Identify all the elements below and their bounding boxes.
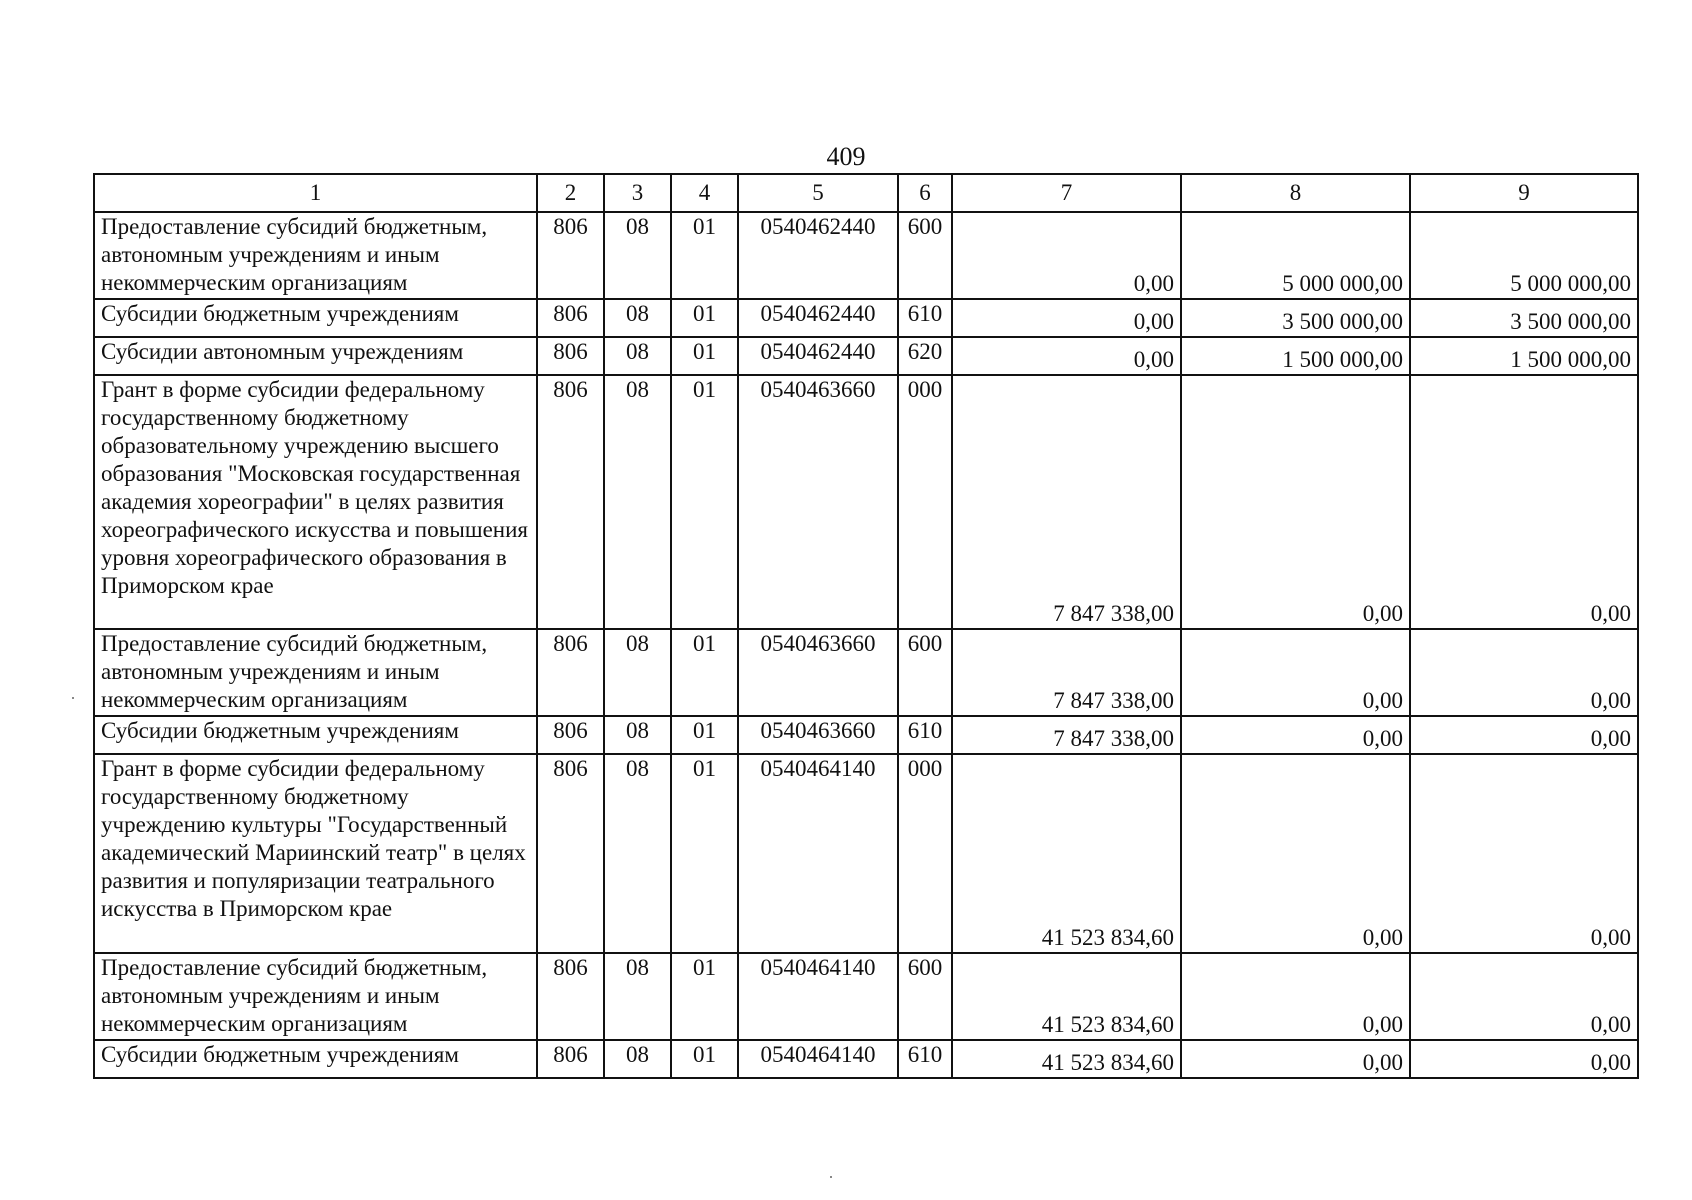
row-target-code: 0540464140 [738,754,898,953]
row-name: Предоставление субсидий бюджетным, автономным учреждениям и иным некоммерческим организациям [94,629,537,716]
table-row [94,375,1638,629]
row-amount-col7: 7 847 338,00 [952,629,1181,716]
row-target-code: 0540462440 [738,299,898,337]
row-section-code: 08 [604,754,671,953]
table-row [94,754,1638,953]
table-row [94,299,1638,337]
row-amount-col7: 0,00 [952,299,1181,337]
row-expense-type: 600 [898,953,952,1040]
header-col-6: 6 [898,174,952,212]
row-subsection-code: 01 [671,337,738,375]
table-row [94,953,1638,1040]
header-col-1: 1 [94,174,537,212]
row-amount-col9: 3 500 000,00 [1410,299,1638,337]
table-row [94,337,1638,375]
header-col-5: 5 [738,174,898,212]
header-col-3: 3 [604,174,671,212]
row-ministry-code: 806 [537,212,604,299]
row-subsection-code: 01 [671,754,738,953]
row-subsection-code: 01 [671,716,738,754]
row-amount-col8: 0,00 [1181,1040,1410,1078]
row-target-code: 0540463660 [738,716,898,754]
row-name: Предоставление субсидий бюджетным, автономным учреждениям и иным некоммерческим организациям [94,953,537,1040]
row-amount-col9: 5 000 000,00 [1410,212,1638,299]
row-amount-col8: 3 500 000,00 [1181,299,1410,337]
row-expense-type: 620 [898,337,952,375]
row-ministry-code: 806 [537,754,604,953]
row-name: Субсидии автономным учреждениям [94,337,537,375]
row-amount-col7: 0,00 [952,212,1181,299]
table-body [94,212,1638,1078]
budget-table [93,173,1639,1079]
row-expense-type: 000 [898,375,952,629]
row-amount-col9: 0,00 [1410,1040,1638,1078]
row-amount-col8: 5 000 000,00 [1181,212,1410,299]
row-amount-col8: 0,00 [1181,716,1410,754]
row-section-code: 08 [604,299,671,337]
row-amount-col9: 0,00 [1410,953,1638,1040]
row-amount-col9: 1 500 000,00 [1410,337,1638,375]
row-subsection-code: 01 [671,212,738,299]
row-name: Субсидии бюджетным учреждениям [94,716,537,754]
row-amount-col8: 0,00 [1181,754,1410,953]
row-section-code: 08 [604,629,671,716]
header-col-8: 8 [1181,174,1410,212]
row-subsection-code: 01 [671,629,738,716]
header-col-7: 7 [952,174,1181,212]
row-name: Субсидии бюджетным учреждениям [94,299,537,337]
row-ministry-code: 806 [537,337,604,375]
row-amount-col7: 41 523 834,60 [952,1040,1181,1078]
row-expense-type: 610 [898,1040,952,1078]
row-section-code: 08 [604,1040,671,1078]
row-expense-type: 610 [898,299,952,337]
row-amount-col9: 0,00 [1410,716,1638,754]
header-col-9: 9 [1410,174,1638,212]
row-target-code: 0540464140 [738,1040,898,1078]
row-amount-col7: 7 847 338,00 [952,375,1181,629]
row-amount-col7: 41 523 834,60 [952,754,1181,953]
page-number: 409 [826,142,866,171]
table-header [94,174,1638,212]
row-target-code: 0540464140 [738,953,898,1040]
row-amount-col9: 0,00 [1410,629,1638,716]
row-subsection-code: 01 [671,375,738,629]
row-section-code: 08 [604,212,671,299]
table-row [94,629,1638,716]
table-row [94,1040,1638,1078]
row-subsection-code: 01 [671,299,738,337]
header-col-2: 2 [537,174,604,212]
row-expense-type: 600 [898,629,952,716]
row-amount-col8: 0,00 [1181,629,1410,716]
row-expense-type: 000 [898,754,952,953]
row-ministry-code: 806 [537,716,604,754]
table-row [94,212,1638,299]
row-amount-col9: 0,00 [1410,754,1638,953]
row-amount-col9: 0,00 [1410,375,1638,629]
row-amount-col7: 0,00 [952,337,1181,375]
header-col-4: 4 [671,174,738,212]
row-ministry-code: 806 [537,953,604,1040]
row-amount-col7: 41 523 834,60 [952,953,1181,1040]
row-name: Субсидии бюджетным учреждениям [94,1040,537,1078]
scan-speck [72,697,74,699]
row-amount-col8: 0,00 [1181,375,1410,629]
row-ministry-code: 806 [537,375,604,629]
row-section-code: 08 [604,337,671,375]
row-amount-col7: 7 847 338,00 [952,716,1181,754]
row-target-code: 0540463660 [738,629,898,716]
row-ministry-code: 806 [537,629,604,716]
row-subsection-code: 01 [671,1040,738,1078]
row-expense-type: 610 [898,716,952,754]
row-name: Грант в форме субсидии федеральному государственному бюджетному учреждению культуры "Государственный академический Мариинский театр" в целях развития и популяризации театрального искусства в Приморском крае [94,754,537,953]
row-section-code: 08 [604,716,671,754]
row-ministry-code: 806 [537,1040,604,1078]
row-name: Предоставление субсидий бюджетным, автономным учреждениям и иным некоммерческим организациям [94,212,537,299]
row-section-code: 08 [604,375,671,629]
row-amount-col8: 1 500 000,00 [1181,337,1410,375]
scan-speck [830,1176,832,1178]
row-section-code: 08 [604,953,671,1040]
header-row [94,174,1638,212]
row-subsection-code: 01 [671,953,738,1040]
row-target-code: 0540462440 [738,212,898,299]
row-name: Грант в форме субсидии федеральному государственному бюджетному образовательному учреждению высшего образования "Московская государственная академия хореографии" в целях развития хореографического искусства и повышения уровня хореографического образования в Приморском крае [94,375,537,629]
table-row [94,716,1638,754]
row-target-code: 0540463660 [738,375,898,629]
row-amount-col8: 0,00 [1181,953,1410,1040]
row-expense-type: 600 [898,212,952,299]
row-ministry-code: 806 [537,299,604,337]
row-target-code: 0540462440 [738,337,898,375]
